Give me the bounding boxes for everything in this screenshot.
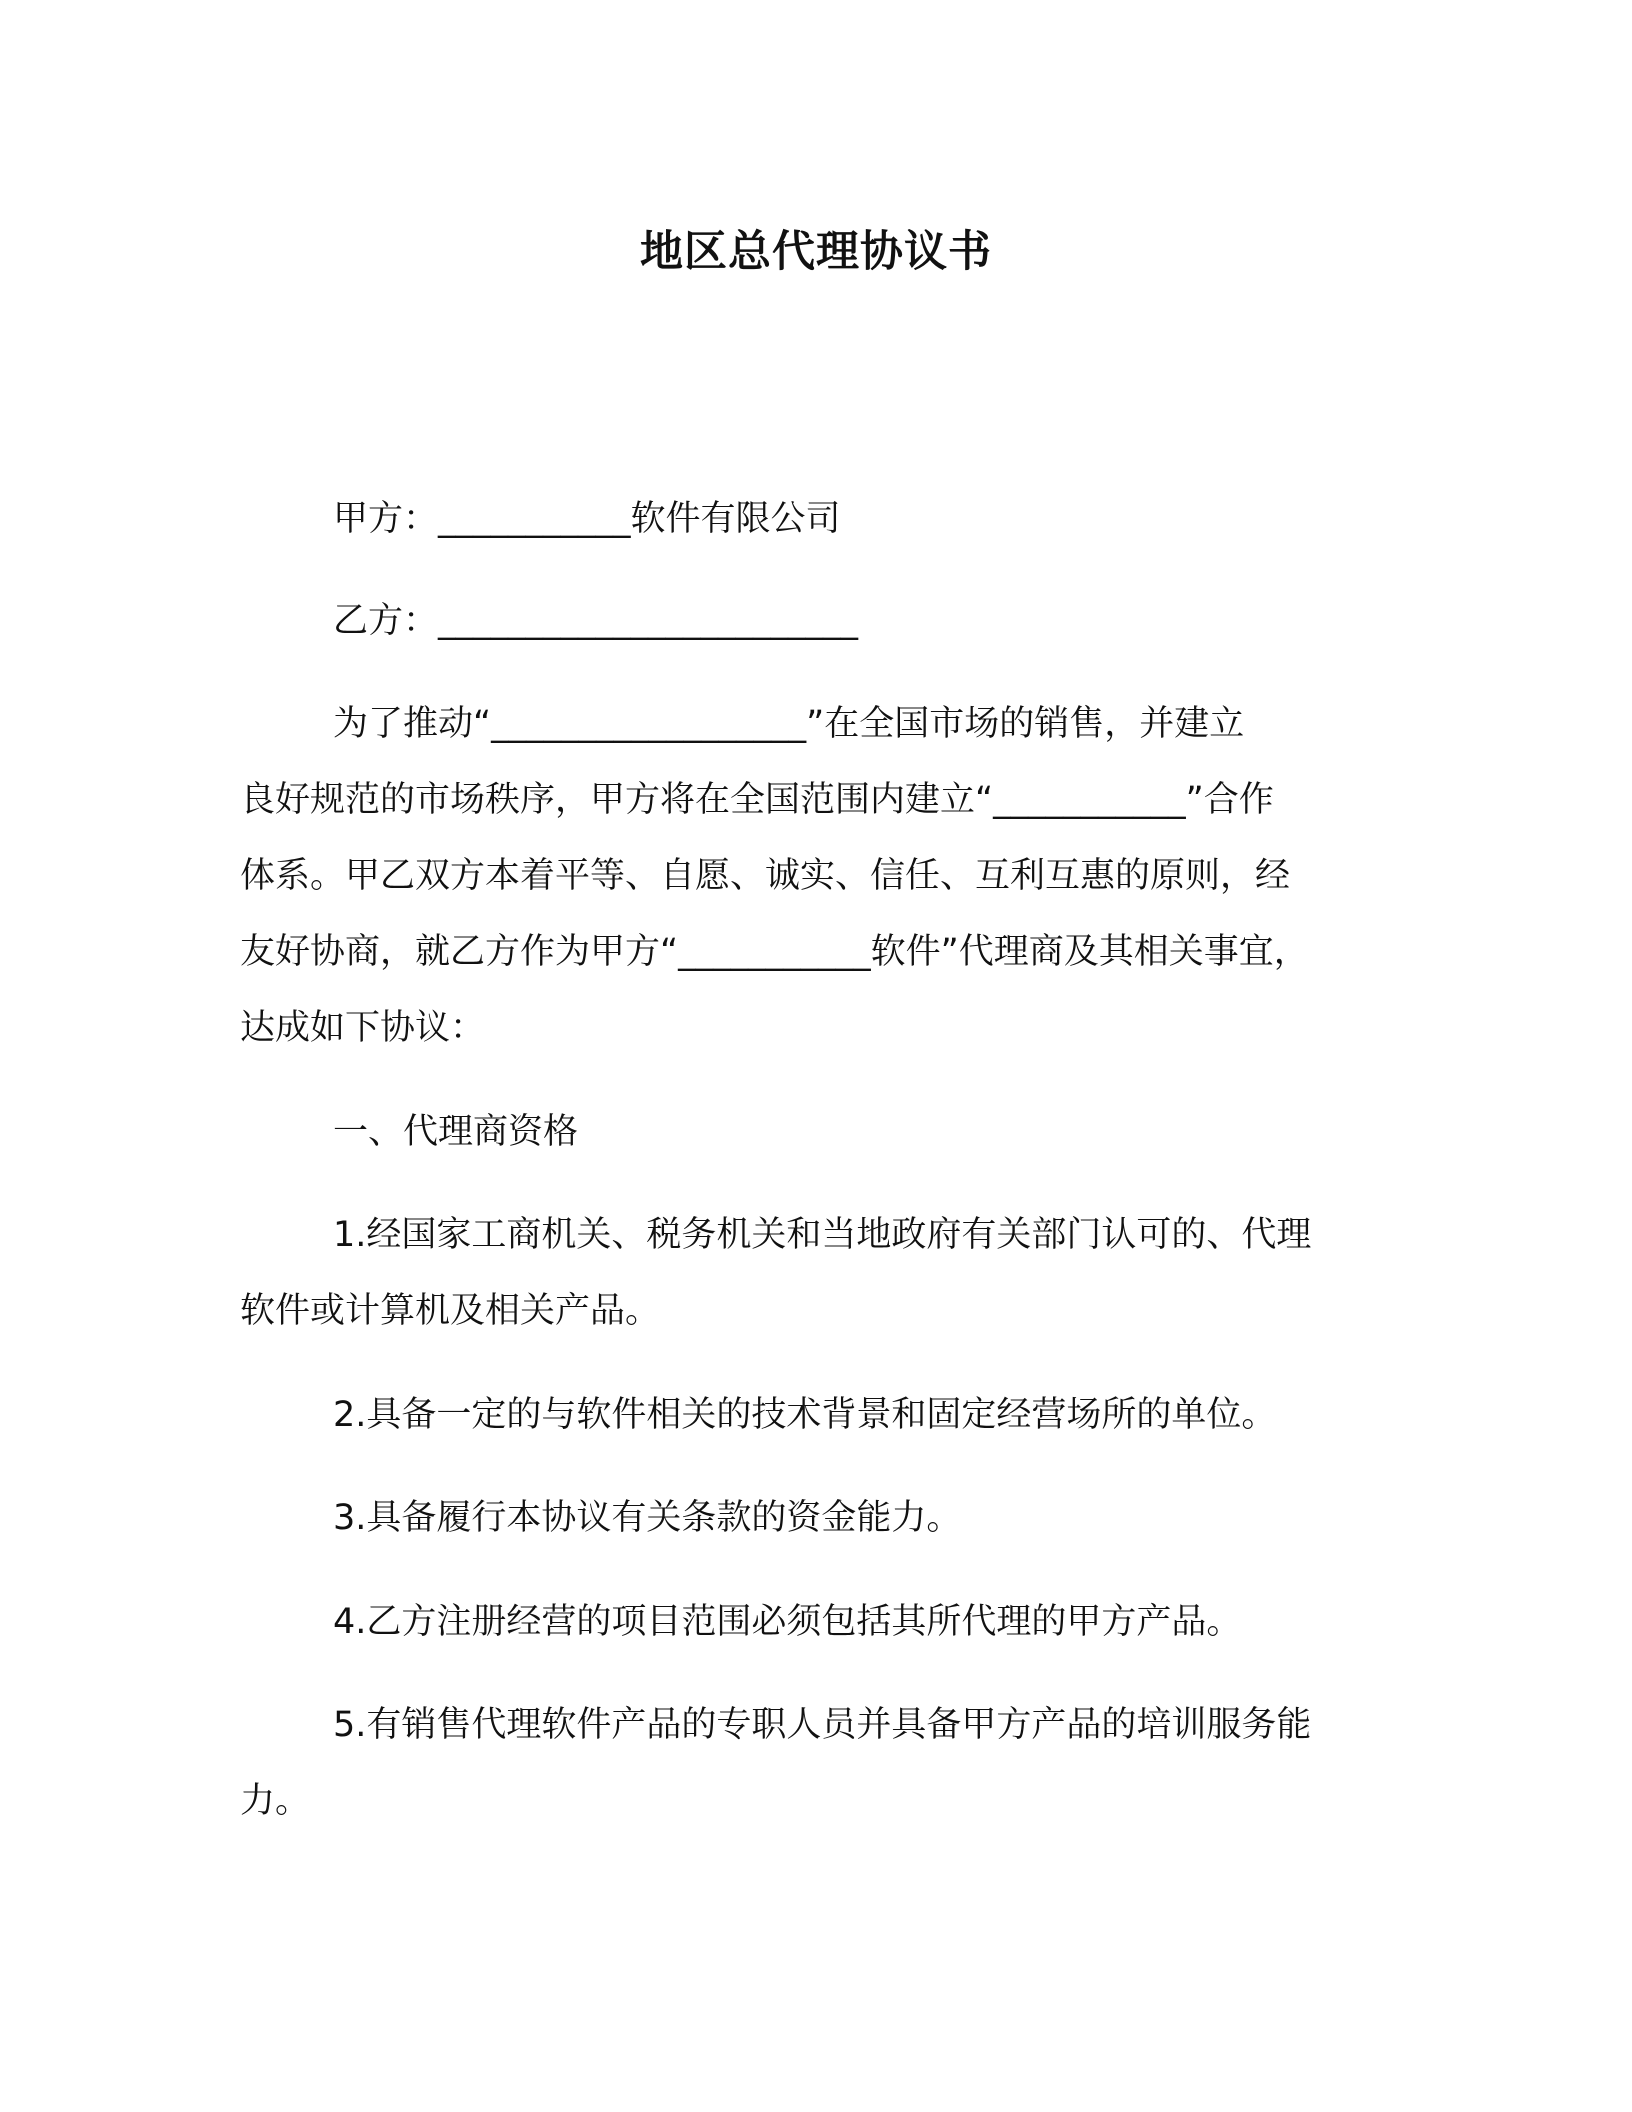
clause-line: 力。 [240, 1781, 311, 1821]
clause-line: 4.乙方注册经营的项目范围必须包括其所代理的甲方产品。 [333, 1602, 1242, 1642]
clause-line: 1.经国家工商机关、税务机关和当地政府有关部门认可的、代理 [333, 1215, 1312, 1255]
preamble-line: 为了推动“__________________”在全国市场的销售，并建立 [333, 704, 1245, 744]
party-a-line: 甲方：___________软件有限公司 [333, 499, 841, 539]
clause-line: 2.具备一定的与软件相关的技术背景和固定经营场所的单位。 [333, 1395, 1277, 1435]
document-title: 地区总代理协议书 [640, 227, 992, 277]
preamble-line: 良好规范的市场秩序，甲方将在全国范围内建立“___________”合作 [240, 780, 1274, 820]
party-b-line: 乙方：________________________ [333, 601, 859, 641]
preamble-line: 达成如下协议： [240, 1008, 486, 1048]
section-heading: 一、代理商资格 [333, 1112, 579, 1152]
clause-line: 5.有销售代理软件产品的专职人员并具备甲方产品的培训服务能 [333, 1705, 1312, 1745]
clause-line: 软件或计算机及相关产品。 [240, 1291, 661, 1331]
preamble-line: 体系。甲乙双方本着平等、自愿、诚实、信任、互利互惠的原则，经 [240, 856, 1291, 896]
clause-line: 3.具备履行本协议有关条款的资金能力。 [333, 1498, 962, 1538]
preamble-line: 友好协商，就乙方作为甲方“___________软件”代理商及其相关事宜， [240, 932, 1309, 972]
